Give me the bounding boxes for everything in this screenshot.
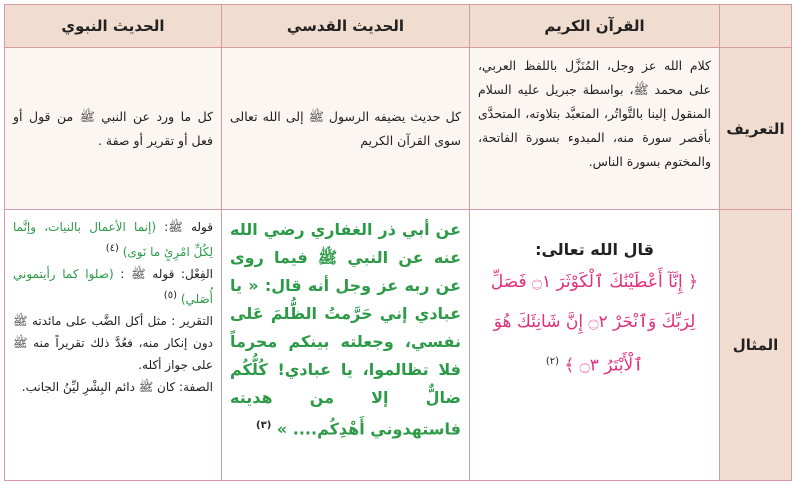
nabawi-qawl-ref: (٤) xyxy=(105,243,119,254)
nabawi-qawl-label: قوله ﷺ: xyxy=(156,220,213,234)
qudsi-footnote-ref: (٣) xyxy=(256,420,272,431)
quran-intro: قال الله تعالى: xyxy=(535,240,654,259)
header-corner xyxy=(720,5,792,48)
comparison-table xyxy=(4,4,792,481)
nabawi-fil-text: (صلوا كما رأيتموني أُصَلي) xyxy=(13,267,213,306)
row-label-example: المثال xyxy=(720,210,792,481)
header-row xyxy=(5,5,792,48)
nabawi-fil-label: الفِعْل: قوله ﷺ : xyxy=(113,267,213,281)
nabawi-taqrir: التقرير : مثل أكل الضَّب على مائدته ﷺ دون إنكار منه، فعُدَّ ذلك تقريراً منه ﷺ على جواز أكله. xyxy=(13,314,213,372)
definition-quran: كلام الله عز وجل، المُنَزَّل باللفظ العربي، على محمد ﷺ، بواسطة جبريل عليه السلام المنقول إلينا بالتَّواتُر، المتعبَّد بتلاوته، المتحدَّى بأقصر سورة منه، المبدوء بسورة الفاتحة، والمختوم بسورة الناس. xyxy=(470,48,720,210)
row-label-definition: التعريف xyxy=(720,48,792,210)
example-nabawi xyxy=(5,210,222,481)
nabawi-qawl xyxy=(13,216,213,263)
definition-qudsi: كل حديث يضيفه الرسول ﷺ إلى الله تعالى سوى القرآن الكريم xyxy=(222,48,470,210)
qudsi-block xyxy=(230,216,461,443)
example-qudsi xyxy=(222,210,470,481)
quran-verse: ﴿ إِنَّآ أَعْطَيْنَٰكَ ٱلْكَوْثَرَ ۝١ فَصَلِّ لِرَبِّكَ وَٱنْحَرْ ۝٢ إِنَّ شَانِئَكَ هُوَ ٱلْأَبْتَرُ ۝٣ ﴾ xyxy=(490,272,699,376)
example-row xyxy=(5,210,792,481)
nabawi-sifa: الصفة: كان ﷺ دائم البِشْرِ ليِّنُ الجانب. xyxy=(21,380,213,394)
nabawi-fil-ref: (٥) xyxy=(163,290,177,301)
header-quran: القرآن الكريم xyxy=(470,5,720,48)
example-quran xyxy=(470,210,720,481)
header-nabawi: الحديث النبوي xyxy=(5,5,222,48)
nabawi-fil xyxy=(13,263,213,310)
quran-verse-block xyxy=(478,262,711,386)
header-qudsi: الحديث القدسي xyxy=(222,5,470,48)
definition-row xyxy=(5,48,792,210)
nabawi-qawl-text: (إنما الأعمال بالنيات، وإنَّما لِكُلِّ امْرِئٍ ما نَوى) xyxy=(13,220,213,259)
qudsi-text: عن أبي ذر الغفاري رضي الله عنه عن النبي ﷺ فيما روى عن ربه عز وجل أنه قال: « يا عبادي إني حَرَّمتُ الظُّلمَ عَلى نفسي، وجعلته بينكم محرماً فلا تظالموا، يا عبادي! كُلُّكُم ضالٌّ إلا من هديته فاستهدوني أَهْدِكُم.... » xyxy=(230,220,461,439)
definition-nabawi: كل ما ورد عن النبي ﷺ من قول أو فعل أو تقرير أو صفة . xyxy=(5,48,222,210)
quran-footnote-ref: (٢) xyxy=(545,356,559,367)
